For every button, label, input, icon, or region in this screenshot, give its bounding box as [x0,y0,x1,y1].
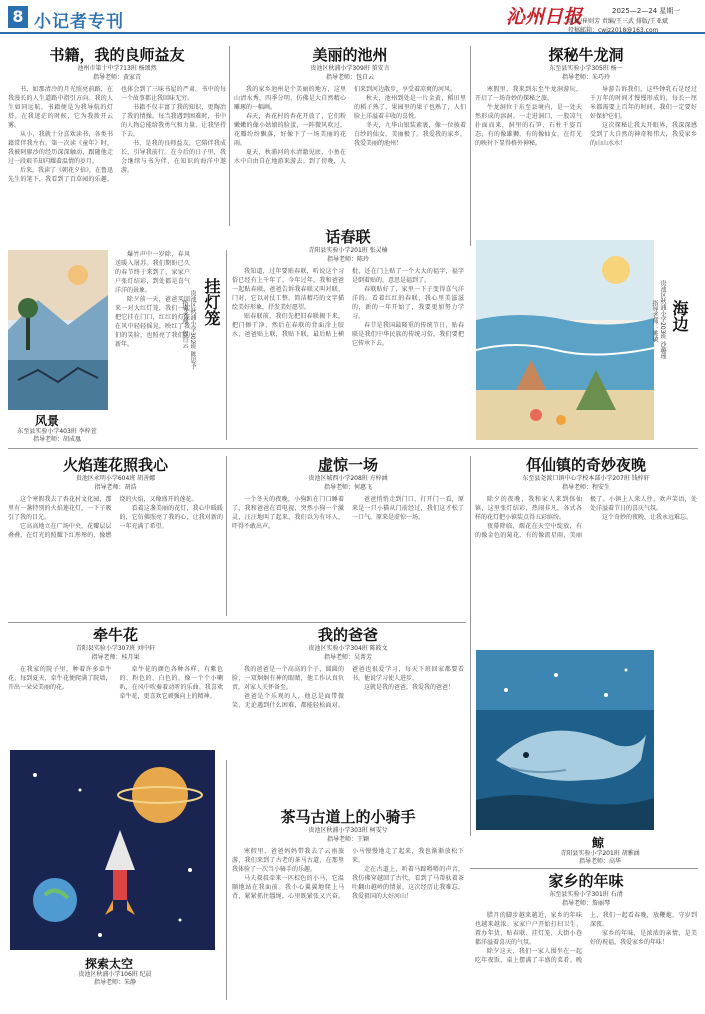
article-body [232,847,464,1007]
article-body [232,267,464,439]
article-title: 火焰莲花照我心 [62,456,168,474]
article-my-dad [232,626,464,756]
column-divider [226,760,227,1000]
article-body [8,85,226,245]
column-divider [226,456,227,616]
article-author: 贵池区秋浦小学302班 陈思予 [189,290,196,370]
row-divider [8,448,698,449]
artwork-teacher: 指导老师：姚敏 [651,300,658,342]
painting-landscape [8,250,108,410]
paragraph: 寒假里，我来到东至牛龙洞游玩，开启了一场奇妙的探秘之旅。 [475,86,582,102]
painting-whale [476,650,654,830]
paragraph: 秋天，池州到处是一片金黄，稻田里的稻子熟了，果园里的果子也熟了，人们脸上洋溢着丰收的喜悦。 [354,95,466,120]
paragraph: 冬天，九华山银装素裹，像一位披着白纱的仙女，美丽极了。我爱我的家乡，我爱美丽的池州！ [354,122,466,147]
article-title: 家乡的年味 [548,872,624,890]
paragraph: 春联贴好了，家里一下子变得喜气洋洋的。看着红红的春联，我心里美滋滋的，新的一年开始了，我要更加努力学习。 [352,286,464,320]
paragraph: 这就是我的爸爸，我爱我的爸爸！ [364,684,455,691]
article-body [475,85,697,235]
article-lantern [115,250,190,440]
paragraph: 牵牛花的颜色各种各样，有紫色的、粉色的、白色的，像一个个小喇叭，在风中吹奏着动听的乐曲。我喜欢牵牛花，更喜欢它顽强向上的精神。 [119,666,223,700]
article-books [8,46,226,246]
paragraph: 除夕的夜晚，我和家人来到佴仙镇，这里张灯结彩，热闹非凡，各式各样的花灯把小镇装点得五彩缤纷。 [475,496,582,521]
article-author: 青阳县实验小学307班 刘中轩 [75,645,156,652]
article-teacher: 指导老师：胡浩 [94,484,137,491]
article-author: 贵池区实验小学304班 陈筱文 [308,645,388,652]
article-teacher: 指导老师：吴菁芳 [323,654,372,661]
painting-seaside [476,240,654,440]
paragraph: 寒假里，爸爸妈妈带我去了云南旅游，我们来到了古老的茶马古道，在那里我体验了一次当小骑手的乐趣。 [232,848,344,873]
article-hometown-newyear [475,872,697,1008]
paragraph: 这个寒假我去了杏花村文化园，那里有一盏特别的火焰莲花灯，一下子吸引了我的目光。 [8,496,112,521]
paragraph: 这次探秘让我大开眼界，我深深感受到了大自然的神奇和伟大，我爱家乡的山山水水！ [590,122,697,147]
artwork-author: 贵池区秋浦小学203班 沙璐瑶 [659,280,666,360]
article-teacher: 指导老师：詹丽琴 [561,900,610,907]
article-lotus-lamp [8,456,223,616]
paragraph: 爸爸悄悄走到门口，打开门一看，原来是一只小猫从门前经过，我们这才松了一口气，原来是虚惊一场。 [352,496,464,521]
article-teacher: 指导老师：陈玲 [326,256,369,263]
article-teacher: 指导老师：包自云 [181,300,188,348]
paragraph: 家乡的年味，是浓浓的亲情，是美好的祝福，我爱家乡的年味！ [590,930,697,946]
painting-space [10,750,215,950]
paragraph: 我的家乡池州是个美丽的地方，这里山清水秀，四季分明，仿佛是大自然精心雕琢的一幅画。 [234,86,346,111]
article-morning-glory [8,626,223,746]
paragraph: 除夕这天，我们一家人围坐在一起吃年夜饭，桌上摆满了丰盛的菜肴。晚上，我们一起看春晚，放鞭炮，守岁到深夜。 [475,912,697,964]
article-teacher: 指导老师：桂月果 [91,654,140,661]
artwork-teacher: 指导老师：朱静 [93,979,136,986]
article-title: 虚惊一场 [317,456,378,474]
artwork-author: 贵池区秋浦小学106班 纪晨 [78,971,152,978]
article-cave [475,46,697,236]
paragraph: 书，是我的良师益友，它陪伴我成长，引导我前行。在今后的日子里，我会继续与书为伴，在知识的海洋中遨游。 [121,140,226,174]
paragraph: 书籍不仅丰富了我的知识，更陶冶了我的情操。每当我遇到困难时，书中的人物总能给我勇气和力量，让我坚持下去。 [121,104,226,138]
article-author: 贵池区城西小学208班 方梓涵 [308,475,388,482]
article-teacher: 指导老师：王颖 [326,836,369,843]
article-erxian-night [475,456,697,646]
article-author: 东至县实验小学301班 石清 [549,891,623,898]
row-divider [8,622,466,623]
article-body [234,85,466,225]
artwork-author: 青阳县实验小学201班 胡雅涵 [560,850,640,857]
newspaper-logo: 沁州日报 [506,6,583,28]
paragraph: 夏天，秋浦河的水清澈见底，小鱼在水中自由自在地游来游去。到了傍晚，人们来到河边散步，享受着凉爽的河风。 [234,86,457,165]
paragraph: 看着这盏美丽的花灯，我心中暖暖的，它仿佛照亮了我的心，让我对新的一年充满了希望。 [119,505,223,530]
paragraph: 贴春联前，我们先把旧春联揭下来，把门擦干净，然后在春联的背面涂上胶水，爸爸贴上联，我贴下联，最后贴上横批，还在门上贴了一个大大的福字，福字是倒着贴的，意思是福到了。 [232,268,464,338]
article-author: 东至县实验小学305班 杨一 [549,65,623,72]
issue-date: 2025—2—24 星期一 [612,7,681,15]
article-body [232,495,464,615]
article-teacher: 指导老师：程安生 [561,484,610,491]
paragraph: 后来，我读了《朝花夕拾》，在鲁迅先生的笔下，我看到了百草园的乐趣，也体会到了三味书屋的严肃。书中的每一个故事都让我回味无穷。 [8,86,226,183]
space-drawing [10,750,215,950]
paragraph: 除夕前一天，爸爸买回来一对大红灯笼，我们一起把它挂在门口，红红的灯笼在风中轻轻摇晃，映红了我们的笑脸，也照亮了我们的新年。 [115,296,190,348]
row-divider [470,868,698,869]
article-author: 贵池区秋浦小学309班 董安言 [310,65,390,72]
paragraph: 导游告诉我们，这些钟乳石是经过千万年的时间才慢慢形成的，每长一厘米都需要上百年的时间，我们一定要好好保护它们。 [590,86,697,120]
whale-drawing [476,650,654,830]
article-title: 茶马古道上的小骑手 [280,808,416,826]
seaside-drawing [476,240,654,440]
article-title: 我的爸爸 [317,626,378,644]
article-body [8,665,223,745]
article-title: 挂灯笼 [202,278,221,326]
article-body [8,495,223,615]
paragraph: 爆竹声中一岁除，春风送暖入屠苏。我们期盼已久的春节终于来到了，家家户户张灯结彩，到处都是喜气洋洋的景象。 [115,251,190,294]
article-chizhou [234,46,466,226]
paragraph: 它高高地立在广场中央，花瓣层层叠叠，在灯光的照耀下红彤彤的，像燃烧的火焰，又像盛开的莲花。 [8,496,198,539]
page-header [0,0,705,34]
paragraph: 在我家的院子里，种着许多牵牛花，每到夏天，牵牛花便爬满了院墙，开出一朵朵美丽的花。 [8,666,112,691]
article-title: 探秘牛龙洞 [548,46,624,64]
paragraph: 书，如那清冷的月光照亮前路，在我漫长的人生道路中指引方向。我的人生如同远航，书籍便是为我导航的灯塔。在我迷茫的时候，它为我拨开云雾。 [8,86,113,129]
paragraph: 牛龙洞位于东至县境内，是一处天然形成的溶洞。一走进洞口，一股凉气扑面而来，洞里的石笋、石柱千姿百态，有的像雄狮，有的像仙女，在灯光的映衬下显得格外神秘。 [475,104,582,147]
paragraph: 走在古道上，听着马蹄嘚嘚的声音，我仿佛穿越回了古代，看到了马帮驮着茶叶翻山越岭的情景。这次经历让我难忘，我爱祖国的大好河山！ [352,866,464,900]
paragraph: 这个奇妙的夜晚，让我永远难忘。 [602,514,693,521]
article-body [475,495,697,645]
artwork-title: 海边 [670,300,689,332]
article-couplets [232,228,464,440]
article-author: 贵池区秋浦小学303班 柯雯兮 [308,827,388,834]
article-tea-horse-road [232,808,464,1008]
column-divider [229,46,230,226]
submission-email: 投稿邮箱：cwjz2018@163.com [568,27,659,34]
article-author: 东至县尧渡口镇中心学校本部小学207班 钱梓轩 [522,475,650,482]
section-title: 小记者专刊 [34,12,124,32]
artwork-title: 鲸 [592,836,605,850]
landscape-drawing [8,250,108,410]
article-false-alarm [232,456,464,616]
article-body [232,665,464,755]
paragraph: 春天，杏花村的杏花开放了，它们粉嫩嫩的像小姑娘的脸蛋，一阵微风吹过，花瓣纷纷飘落，好像下了一场美丽的花雨。 [234,113,346,147]
article-body [115,250,190,440]
article-author: 青阳县实验小学201班 张灵楠 [308,247,388,254]
paragraph: 马夫叔叔牵来一匹棕色的小马，它温顺地站在我面前。我小心翼翼地爬上马背，紧紧抓住缰绳，心里既紧张又兴奋。小马慢慢地走了起来，我也渐渐放松下来。 [232,848,464,900]
article-author: 池州市第十中学713班 杨颂然 [77,65,157,72]
paragraph: 一个冬天的夜晚，小狗趴在门口睡着了，我和爸爸在看电视，突然小狗一个激灵，汪汪地叫了起来，我们以为有坏人，吓得不敢出声。 [232,496,344,530]
paragraph: 从小，我就十分喜欢读书，各类书籍常伴我左右。第一次读《童年》时，我被阿廖沙的经历深深触动，跟随他走过一段艰辛却闪耀着温情的岁月。 [8,131,113,165]
article-title: 话春联 [325,228,371,246]
article-title: 佴仙镇的奇妙夜晚 [525,456,646,474]
article-title: 美丽的池州 [312,46,388,64]
paragraph: 夜幕降临，烟花在天空中绽放，有的像金色的菊花，有的像流星雨，美丽极了。小镇上人来人往，欢声笑语，处处洋溢着节日的喜庆气氛。 [475,496,697,539]
artwork-title: 风景 [35,414,60,428]
artwork-title: 探索太空 [85,957,134,971]
article-teacher: 指导老师：何惠飞 [323,484,372,491]
paragraph: 我知道，过年要贴春联，听说这个习俗已经有上千年了。今年过年，我和爸爸一起贴春联，爸爸告诉我春联又叫对联、门对，它以对仗工整、简洁精巧的文字描绘美好形象，抒发美好愿望。 [232,268,344,311]
article-author: 贵池区永明小学604班 胡善娜 [75,475,156,482]
paragraph: 春节是我国最隆重的传统节日，贴春联是我们中华民族的传统习俗，我们要把它传承下去。 [352,322,464,347]
editors-line: 组稿/崔则芳 责编/王三武 排版/王亚斌 [568,18,668,25]
column-divider [226,250,227,440]
article-body [475,911,697,1007]
article-title: 牵牛花 [92,626,138,644]
paragraph: 我的爸爸是一个高高的个子，圆圆的脸，一双炯炯有神的眼睛，他工作认真负责，对家人关怀备至。 [232,666,344,691]
artwork-teacher: 指导老师：高华 [578,858,621,865]
paragraph: 爸爸是个乐观的人，他总是面带微笑，无论遇到什么困难，都能轻松面对。爸爸也很爱学习，每天下班回家都要看书，他说学习使人进步。 [232,666,464,709]
article-teacher: 指导老师：黄家青 [92,74,141,81]
page-number: 8 [8,6,28,28]
column-divider [470,456,471,836]
column-divider [470,46,471,246]
paragraph: 腊月的脚步越来越近，家乡的年味也越来越浓。家家户户开始打扫卫生、置办年货、贴春联、挂灯笼，大街小巷都洋溢着喜庆的气氛。 [475,912,582,946]
artwork-author: 东至县实验小学403班 李梓萱 [17,428,97,435]
article-teacher: 指导老师：朱巧玲 [561,74,610,81]
artwork-teacher: 指导老师：胡成凰 [32,436,81,443]
article-title: 书籍，我的良师益友 [49,46,185,64]
article-teacher: 指导老师：包自云 [325,74,374,81]
